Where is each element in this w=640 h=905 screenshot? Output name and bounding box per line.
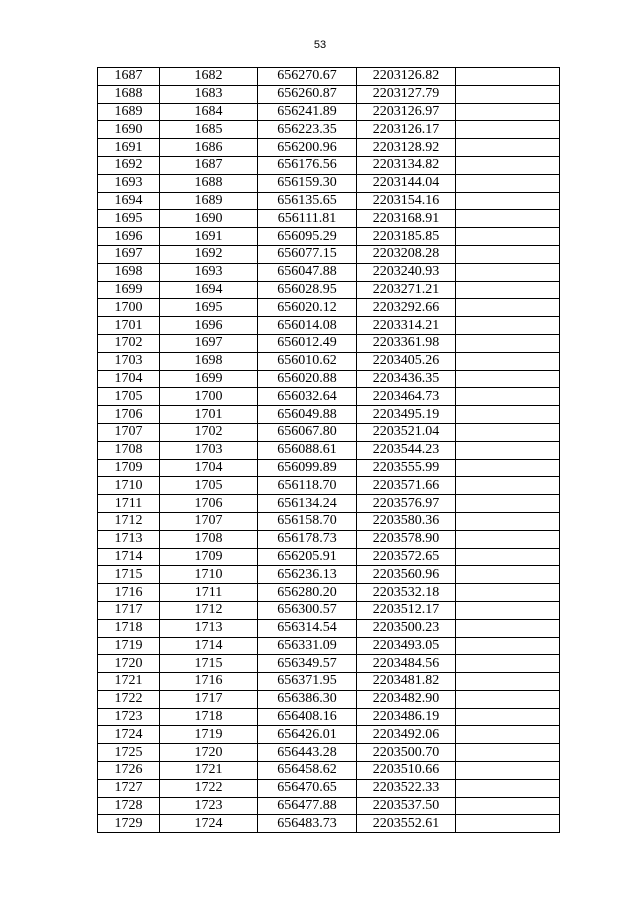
point-number-cell: 1690 xyxy=(160,210,258,228)
row-index-cell: 1728 xyxy=(98,797,160,815)
table-row xyxy=(98,352,560,370)
note-cell xyxy=(456,548,560,566)
x-coordinate-cell: 656314.54 xyxy=(258,619,357,637)
y-coordinate-cell: 2203578.90 xyxy=(357,530,456,548)
note-cell xyxy=(456,512,560,530)
note-cell xyxy=(456,477,560,495)
table-row xyxy=(98,68,560,86)
table-row xyxy=(98,566,560,584)
row-index-cell: 1717 xyxy=(98,601,160,619)
row-index-cell: 1720 xyxy=(98,655,160,673)
x-coordinate-cell: 656049.88 xyxy=(258,406,357,424)
point-number-cell: 1696 xyxy=(160,317,258,335)
y-coordinate-cell: 2203492.06 xyxy=(357,726,456,744)
row-index-cell: 1700 xyxy=(98,299,160,317)
x-coordinate-cell: 656349.57 xyxy=(258,655,357,673)
note-cell xyxy=(456,584,560,602)
y-coordinate-cell: 2203240.93 xyxy=(357,263,456,281)
table-row xyxy=(98,192,560,210)
row-index-cell: 1703 xyxy=(98,352,160,370)
x-coordinate-cell: 656200.96 xyxy=(258,139,357,157)
x-coordinate-cell: 656477.88 xyxy=(258,797,357,815)
note-cell xyxy=(456,601,560,619)
y-coordinate-cell: 2203144.04 xyxy=(357,174,456,192)
point-number-cell: 1714 xyxy=(160,637,258,655)
x-coordinate-cell: 656067.80 xyxy=(258,423,357,441)
y-coordinate-cell: 2203361.98 xyxy=(357,334,456,352)
row-index-cell: 1687 xyxy=(98,68,160,86)
note-cell xyxy=(456,85,560,103)
y-coordinate-cell: 2203436.35 xyxy=(357,370,456,388)
note-cell xyxy=(456,619,560,637)
point-number-cell: 1717 xyxy=(160,690,258,708)
y-coordinate-cell: 2203500.23 xyxy=(357,619,456,637)
x-coordinate-cell: 656012.49 xyxy=(258,334,357,352)
x-coordinate-cell: 656159.30 xyxy=(258,174,357,192)
point-number-cell: 1683 xyxy=(160,85,258,103)
table-row xyxy=(98,245,560,263)
y-coordinate-cell: 2203512.17 xyxy=(357,601,456,619)
note-cell xyxy=(456,744,560,762)
row-index-cell: 1729 xyxy=(98,815,160,833)
note-cell xyxy=(456,566,560,584)
note-cell xyxy=(456,495,560,513)
y-coordinate-cell: 2203481.82 xyxy=(357,673,456,691)
note-cell xyxy=(456,530,560,548)
point-number-cell: 1723 xyxy=(160,797,258,815)
y-coordinate-cell: 2203572.65 xyxy=(357,548,456,566)
coordinate-table xyxy=(97,67,560,833)
point-number-cell: 1716 xyxy=(160,673,258,691)
table-row xyxy=(98,512,560,530)
row-index-cell: 1699 xyxy=(98,281,160,299)
table-row xyxy=(98,779,560,797)
row-index-cell: 1698 xyxy=(98,263,160,281)
note-cell xyxy=(456,299,560,317)
y-coordinate-cell: 2203560.96 xyxy=(357,566,456,584)
table-row xyxy=(98,619,560,637)
row-index-cell: 1701 xyxy=(98,317,160,335)
point-number-cell: 1722 xyxy=(160,779,258,797)
note-cell xyxy=(456,762,560,780)
y-coordinate-cell: 2203510.66 xyxy=(357,762,456,780)
row-index-cell: 1714 xyxy=(98,548,160,566)
row-index-cell: 1707 xyxy=(98,423,160,441)
y-coordinate-cell: 2203464.73 xyxy=(357,388,456,406)
note-cell xyxy=(456,139,560,157)
note-cell xyxy=(456,459,560,477)
row-index-cell: 1691 xyxy=(98,139,160,157)
note-cell xyxy=(456,637,560,655)
y-coordinate-cell: 2203405.26 xyxy=(357,352,456,370)
y-coordinate-cell: 2203126.17 xyxy=(357,121,456,139)
note-cell xyxy=(456,245,560,263)
x-coordinate-cell: 656483.73 xyxy=(258,815,357,833)
row-index-cell: 1695 xyxy=(98,210,160,228)
point-number-cell: 1715 xyxy=(160,655,258,673)
x-coordinate-cell: 656260.87 xyxy=(258,85,357,103)
table-row xyxy=(98,584,560,602)
point-number-cell: 1704 xyxy=(160,459,258,477)
point-number-cell: 1706 xyxy=(160,495,258,513)
row-index-cell: 1710 xyxy=(98,477,160,495)
x-coordinate-cell: 656134.24 xyxy=(258,495,357,513)
point-number-cell: 1720 xyxy=(160,744,258,762)
x-coordinate-cell: 656158.70 xyxy=(258,512,357,530)
x-coordinate-cell: 656077.15 xyxy=(258,245,357,263)
point-number-cell: 1719 xyxy=(160,726,258,744)
table-row xyxy=(98,477,560,495)
note-cell xyxy=(456,103,560,121)
point-number-cell: 1691 xyxy=(160,228,258,246)
table-row xyxy=(98,121,560,139)
y-coordinate-cell: 2203292.66 xyxy=(357,299,456,317)
table-row xyxy=(98,139,560,157)
point-number-cell: 1724 xyxy=(160,815,258,833)
note-cell xyxy=(456,406,560,424)
table-row xyxy=(98,673,560,691)
row-index-cell: 1690 xyxy=(98,121,160,139)
point-number-cell: 1695 xyxy=(160,299,258,317)
note-cell xyxy=(456,797,560,815)
y-coordinate-cell: 2203486.19 xyxy=(357,708,456,726)
point-number-cell: 1713 xyxy=(160,619,258,637)
table-row xyxy=(98,726,560,744)
point-number-cell: 1698 xyxy=(160,352,258,370)
note-cell xyxy=(456,708,560,726)
x-coordinate-cell: 656028.95 xyxy=(258,281,357,299)
point-number-cell: 1718 xyxy=(160,708,258,726)
y-coordinate-cell: 2203522.33 xyxy=(357,779,456,797)
point-number-cell: 1707 xyxy=(160,512,258,530)
y-coordinate-cell: 2203521.04 xyxy=(357,423,456,441)
note-cell xyxy=(456,263,560,281)
table-row xyxy=(98,441,560,459)
row-index-cell: 1711 xyxy=(98,495,160,513)
x-coordinate-cell: 656111.81 xyxy=(258,210,357,228)
row-index-cell: 1696 xyxy=(98,228,160,246)
page-number: 53 xyxy=(313,39,327,51)
table-row xyxy=(98,388,560,406)
table-row xyxy=(98,690,560,708)
note-cell xyxy=(456,210,560,228)
row-index-cell: 1705 xyxy=(98,388,160,406)
note-cell xyxy=(456,68,560,86)
note-cell xyxy=(456,726,560,744)
row-index-cell: 1706 xyxy=(98,406,160,424)
table-row xyxy=(98,530,560,548)
y-coordinate-cell: 2203168.91 xyxy=(357,210,456,228)
table-row xyxy=(98,299,560,317)
note-cell xyxy=(456,228,560,246)
x-coordinate-cell: 656176.56 xyxy=(258,156,357,174)
x-coordinate-cell: 656205.91 xyxy=(258,548,357,566)
y-coordinate-cell: 2203555.99 xyxy=(357,459,456,477)
table-row xyxy=(98,317,560,335)
point-number-cell: 1709 xyxy=(160,548,258,566)
point-number-cell: 1687 xyxy=(160,156,258,174)
y-coordinate-cell: 2203271.21 xyxy=(357,281,456,299)
note-cell xyxy=(456,815,560,833)
y-coordinate-cell: 2203482.90 xyxy=(357,690,456,708)
row-index-cell: 1709 xyxy=(98,459,160,477)
point-number-cell: 1711 xyxy=(160,584,258,602)
y-coordinate-cell: 2203484.56 xyxy=(357,655,456,673)
point-number-cell: 1685 xyxy=(160,121,258,139)
x-coordinate-cell: 656426.01 xyxy=(258,726,357,744)
y-coordinate-cell: 2203500.70 xyxy=(357,744,456,762)
x-coordinate-cell: 656020.12 xyxy=(258,299,357,317)
x-coordinate-cell: 656331.09 xyxy=(258,637,357,655)
y-coordinate-cell: 2203493.05 xyxy=(357,637,456,655)
note-cell xyxy=(456,281,560,299)
x-coordinate-cell: 656010.62 xyxy=(258,352,357,370)
point-number-cell: 1703 xyxy=(160,441,258,459)
table-row xyxy=(98,708,560,726)
x-coordinate-cell: 656135.65 xyxy=(258,192,357,210)
table-row xyxy=(98,370,560,388)
x-coordinate-cell: 656458.62 xyxy=(258,762,357,780)
table-row xyxy=(98,459,560,477)
x-coordinate-cell: 656095.29 xyxy=(258,228,357,246)
y-coordinate-cell: 2203571.66 xyxy=(357,477,456,495)
point-number-cell: 1697 xyxy=(160,334,258,352)
table-row xyxy=(98,601,560,619)
row-index-cell: 1694 xyxy=(98,192,160,210)
y-coordinate-cell: 2203126.97 xyxy=(357,103,456,121)
coordinate-table-body xyxy=(98,68,560,833)
y-coordinate-cell: 2203126.82 xyxy=(357,68,456,86)
x-coordinate-cell: 656223.35 xyxy=(258,121,357,139)
row-index-cell: 1712 xyxy=(98,512,160,530)
y-coordinate-cell: 2203537.50 xyxy=(357,797,456,815)
table-row xyxy=(98,744,560,762)
x-coordinate-cell: 656280.20 xyxy=(258,584,357,602)
note-cell xyxy=(456,441,560,459)
x-coordinate-cell: 656099.89 xyxy=(258,459,357,477)
row-index-cell: 1702 xyxy=(98,334,160,352)
x-coordinate-cell: 656386.30 xyxy=(258,690,357,708)
table-row xyxy=(98,228,560,246)
x-coordinate-cell: 656236.13 xyxy=(258,566,357,584)
row-index-cell: 1718 xyxy=(98,619,160,637)
table-row xyxy=(98,637,560,655)
y-coordinate-cell: 2203128.92 xyxy=(357,139,456,157)
row-index-cell: 1724 xyxy=(98,726,160,744)
y-coordinate-cell: 2203580.36 xyxy=(357,512,456,530)
note-cell xyxy=(456,690,560,708)
y-coordinate-cell: 2203208.28 xyxy=(357,245,456,263)
note-cell xyxy=(456,174,560,192)
row-index-cell: 1715 xyxy=(98,566,160,584)
y-coordinate-cell: 2203185.85 xyxy=(357,228,456,246)
point-number-cell: 1686 xyxy=(160,139,258,157)
table-row xyxy=(98,655,560,673)
x-coordinate-cell: 656443.28 xyxy=(258,744,357,762)
x-coordinate-cell: 656088.61 xyxy=(258,441,357,459)
x-coordinate-cell: 656047.88 xyxy=(258,263,357,281)
x-coordinate-cell: 656014.08 xyxy=(258,317,357,335)
row-index-cell: 1719 xyxy=(98,637,160,655)
row-index-cell: 1726 xyxy=(98,762,160,780)
table-row xyxy=(98,85,560,103)
x-coordinate-cell: 656032.64 xyxy=(258,388,357,406)
point-number-cell: 1684 xyxy=(160,103,258,121)
y-coordinate-cell: 2203532.18 xyxy=(357,584,456,602)
table-row xyxy=(98,762,560,780)
table-row xyxy=(98,263,560,281)
x-coordinate-cell: 656300.57 xyxy=(258,601,357,619)
point-number-cell: 1692 xyxy=(160,245,258,263)
note-cell xyxy=(456,192,560,210)
point-number-cell: 1694 xyxy=(160,281,258,299)
row-index-cell: 1716 xyxy=(98,584,160,602)
table-row xyxy=(98,210,560,228)
row-index-cell: 1697 xyxy=(98,245,160,263)
point-number-cell: 1702 xyxy=(160,423,258,441)
y-coordinate-cell: 2203127.79 xyxy=(357,85,456,103)
point-number-cell: 1688 xyxy=(160,174,258,192)
point-number-cell: 1699 xyxy=(160,370,258,388)
row-index-cell: 1727 xyxy=(98,779,160,797)
y-coordinate-cell: 2203134.82 xyxy=(357,156,456,174)
note-cell xyxy=(456,370,560,388)
y-coordinate-cell: 2203552.61 xyxy=(357,815,456,833)
table-row xyxy=(98,423,560,441)
point-number-cell: 1710 xyxy=(160,566,258,584)
note-cell xyxy=(456,334,560,352)
note-cell xyxy=(456,156,560,174)
table-row xyxy=(98,156,560,174)
table-row xyxy=(98,406,560,424)
table-row xyxy=(98,548,560,566)
y-coordinate-cell: 2203576.97 xyxy=(357,495,456,513)
row-index-cell: 1723 xyxy=(98,708,160,726)
note-cell xyxy=(456,388,560,406)
note-cell xyxy=(456,779,560,797)
table-row xyxy=(98,797,560,815)
note-cell xyxy=(456,317,560,335)
table-row xyxy=(98,334,560,352)
note-cell xyxy=(456,655,560,673)
note-cell xyxy=(456,121,560,139)
point-number-cell: 1712 xyxy=(160,601,258,619)
row-index-cell: 1689 xyxy=(98,103,160,121)
x-coordinate-cell: 656118.70 xyxy=(258,477,357,495)
row-index-cell: 1725 xyxy=(98,744,160,762)
row-index-cell: 1722 xyxy=(98,690,160,708)
note-cell xyxy=(456,673,560,691)
row-index-cell: 1688 xyxy=(98,85,160,103)
point-number-cell: 1700 xyxy=(160,388,258,406)
table-row xyxy=(98,495,560,513)
note-cell xyxy=(456,352,560,370)
x-coordinate-cell: 656371.95 xyxy=(258,673,357,691)
x-coordinate-cell: 656178.73 xyxy=(258,530,357,548)
x-coordinate-cell: 656408.16 xyxy=(258,708,357,726)
table-row xyxy=(98,281,560,299)
row-index-cell: 1692 xyxy=(98,156,160,174)
y-coordinate-cell: 2203495.19 xyxy=(357,406,456,424)
row-index-cell: 1708 xyxy=(98,441,160,459)
note-cell xyxy=(456,423,560,441)
point-number-cell: 1705 xyxy=(160,477,258,495)
row-index-cell: 1704 xyxy=(98,370,160,388)
table-row xyxy=(98,815,560,833)
row-index-cell: 1721 xyxy=(98,673,160,691)
point-number-cell: 1708 xyxy=(160,530,258,548)
x-coordinate-cell: 656241.89 xyxy=(258,103,357,121)
point-number-cell: 1689 xyxy=(160,192,258,210)
x-coordinate-cell: 656020.88 xyxy=(258,370,357,388)
y-coordinate-cell: 2203154.16 xyxy=(357,192,456,210)
row-index-cell: 1713 xyxy=(98,530,160,548)
point-number-cell: 1693 xyxy=(160,263,258,281)
x-coordinate-cell: 656470.65 xyxy=(258,779,357,797)
row-index-cell: 1693 xyxy=(98,174,160,192)
table-row xyxy=(98,103,560,121)
y-coordinate-cell: 2203544.23 xyxy=(357,441,456,459)
x-coordinate-cell: 656270.67 xyxy=(258,68,357,86)
y-coordinate-cell: 2203314.21 xyxy=(357,317,456,335)
point-number-cell: 1721 xyxy=(160,762,258,780)
point-number-cell: 1701 xyxy=(160,406,258,424)
point-number-cell: 1682 xyxy=(160,68,258,86)
table-row xyxy=(98,174,560,192)
